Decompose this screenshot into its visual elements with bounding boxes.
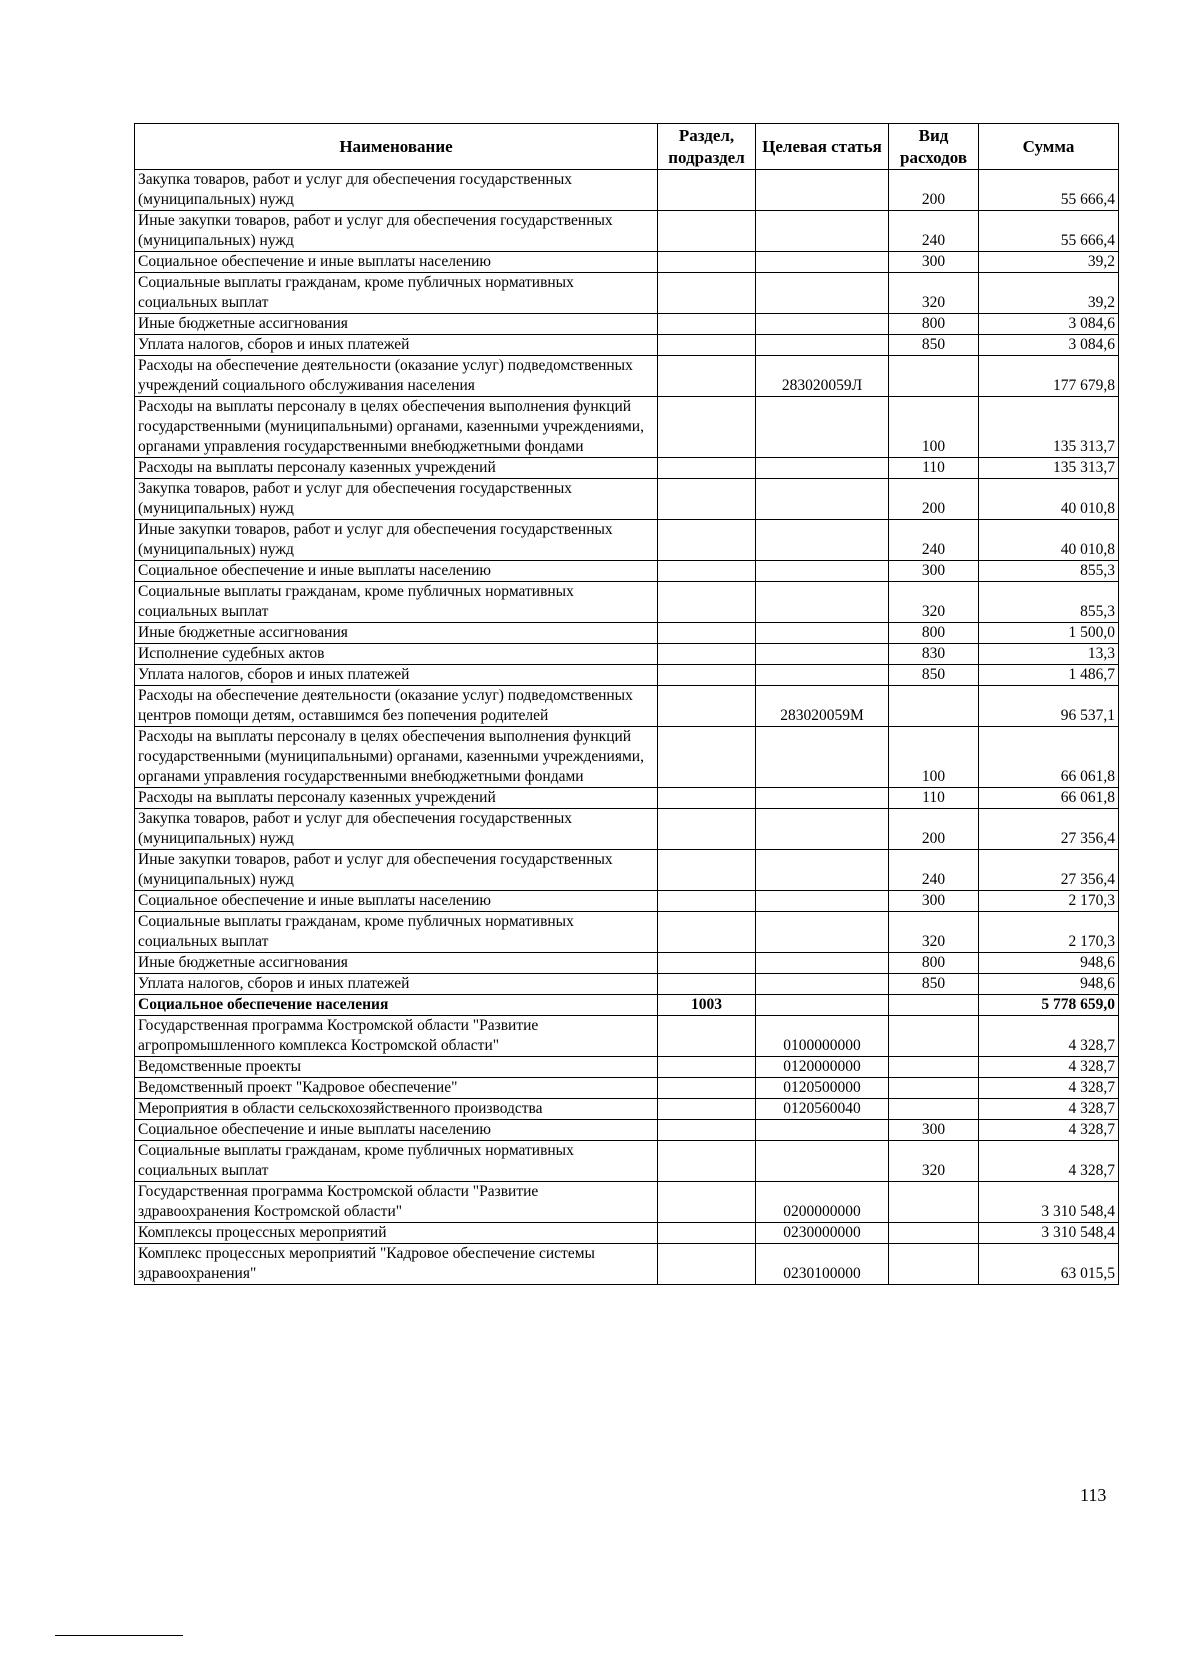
cell-sum: 948,6: [979, 974, 1119, 995]
table-row: [135, 850, 1119, 891]
cell-section: [658, 520, 756, 561]
cell-name: Комплексы процессных мероприятий: [135, 1223, 658, 1244]
cell-sum: 27 356,4: [979, 809, 1119, 850]
header-target: Целевая статья: [756, 124, 889, 170]
table-row: [135, 356, 1119, 397]
cell-sum: 66 061,8: [979, 788, 1119, 809]
cell-sum: 13,3: [979, 644, 1119, 665]
cell-sum: 135 313,7: [979, 397, 1119, 458]
cell-section: [658, 252, 756, 273]
table-row: [135, 974, 1119, 995]
cell-name: Расходы на обеспечение деятельности (оказание услуг) подведомственных центров помощи детям, оставшимся без попечения родителей: [135, 686, 658, 727]
cell-target: [756, 582, 889, 623]
cell-name: Социальное обеспечение и иные выплаты населению: [135, 1120, 658, 1141]
cell-name: Закупка товаров, работ и услуг для обеспечения государственных (муниципальных) нужд: [135, 170, 658, 211]
table-row: [135, 273, 1119, 314]
cell-kind: 300: [889, 252, 979, 273]
table-row: [135, 891, 1119, 912]
footnote-separator: [55, 1635, 183, 1636]
cell-name: Социальное обеспечение и иные выплаты населению: [135, 252, 658, 273]
cell-section: [658, 665, 756, 686]
cell-section: [658, 809, 756, 850]
table-row: [135, 1016, 1119, 1057]
cell-section: [658, 623, 756, 644]
cell-target: [756, 273, 889, 314]
cell-kind: 800: [889, 314, 979, 335]
cell-sum: 4 328,7: [979, 1120, 1119, 1141]
table-row: [135, 644, 1119, 665]
cell-kind: 800: [889, 623, 979, 644]
cell-target: [756, 170, 889, 211]
header-kind: Вид расходов: [889, 124, 979, 170]
cell-kind: 850: [889, 665, 979, 686]
cell-target: 0230000000: [756, 1223, 889, 1244]
cell-target: [756, 561, 889, 582]
cell-section: [658, 1078, 756, 1099]
cell-section: [658, 170, 756, 211]
cell-section: [658, 891, 756, 912]
table-row: [135, 1078, 1119, 1099]
cell-kind: [889, 1057, 979, 1078]
cell-name: Уплата налогов, сборов и иных платежей: [135, 974, 658, 995]
cell-name: Исполнение судебных актов: [135, 644, 658, 665]
cell-kind: 300: [889, 561, 979, 582]
table-row: [135, 1099, 1119, 1120]
cell-sum: 39,2: [979, 252, 1119, 273]
table-row: [135, 1141, 1119, 1182]
cell-name: Закупка товаров, работ и услуг для обеспечения государственных (муниципальных) нужд: [135, 479, 658, 520]
cell-section: [658, 1182, 756, 1223]
cell-name: Закупка товаров, работ и услуг для обеспечения государственных (муниципальных) нужд: [135, 809, 658, 850]
cell-name: Расходы на обеспечение деятельности (оказание услуг) подведомственных учреждений социального обслуживания населения: [135, 356, 658, 397]
cell-kind: 200: [889, 170, 979, 211]
cell-kind: 320: [889, 582, 979, 623]
cell-kind: 850: [889, 335, 979, 356]
cell-name: Мероприятия в области сельскохозяйственного производства: [135, 1099, 658, 1120]
table-row: [135, 623, 1119, 644]
cell-name: Иные закупки товаров, работ и услуг для обеспечения государственных (муниципальных) нужд: [135, 850, 658, 891]
cell-name: Социальные выплаты гражданам, кроме публичных нормативных социальных выплат: [135, 582, 658, 623]
cell-kind: [889, 1244, 979, 1285]
table-row: [135, 479, 1119, 520]
cell-kind: 850: [889, 974, 979, 995]
cell-kind: 110: [889, 458, 979, 479]
cell-name: Расходы на выплаты персоналу казенных учреждений: [135, 788, 658, 809]
cell-target: [756, 644, 889, 665]
cell-target: [756, 953, 889, 974]
cell-sum: 177 679,8: [979, 356, 1119, 397]
table-row: [135, 520, 1119, 561]
cell-sum: 4 328,7: [979, 1099, 1119, 1120]
cell-name: Уплата налогов, сборов и иных платежей: [135, 335, 658, 356]
table-row: [135, 314, 1119, 335]
cell-kind: [889, 1223, 979, 1244]
cell-kind: [889, 995, 979, 1016]
cell-target: [756, 1141, 889, 1182]
cell-sum: 39,2: [979, 273, 1119, 314]
cell-section: [658, 727, 756, 788]
cell-target: [756, 479, 889, 520]
table-row: [135, 1223, 1119, 1244]
cell-target: 283020059Л: [756, 356, 889, 397]
cell-section: [658, 561, 756, 582]
cell-section: [658, 974, 756, 995]
cell-kind: 100: [889, 397, 979, 458]
cell-sum: 2 170,3: [979, 891, 1119, 912]
cell-kind: [889, 356, 979, 397]
table-row: [135, 1244, 1119, 1285]
cell-sum: 40 010,8: [979, 479, 1119, 520]
cell-section: [658, 1057, 756, 1078]
cell-section: [658, 788, 756, 809]
cell-target: 0230100000: [756, 1244, 889, 1285]
cell-section: [658, 644, 756, 665]
cell-sum: 855,3: [979, 561, 1119, 582]
cell-name: Государственная программа Костромской области "Развитие здравоохранения Костромской области": [135, 1182, 658, 1223]
cell-kind: 100: [889, 727, 979, 788]
cell-target: [756, 665, 889, 686]
cell-section: [658, 273, 756, 314]
cell-name: Социальное обеспечение населения: [135, 995, 658, 1016]
table-row: [135, 809, 1119, 850]
cell-name: Комплекс процессных мероприятий "Кадровое обеспечение системы здравоохранения": [135, 1244, 658, 1285]
header-name: Наименование: [135, 124, 658, 170]
cell-target: [756, 727, 889, 788]
cell-kind: 240: [889, 211, 979, 252]
cell-sum: 3 084,6: [979, 335, 1119, 356]
table-body: [135, 170, 1119, 1285]
cell-sum: 3 310 548,4: [979, 1223, 1119, 1244]
cell-target: [756, 912, 889, 953]
cell-name: Уплата налогов, сборов и иных платежей: [135, 665, 658, 686]
cell-target: [756, 252, 889, 273]
table-row: [135, 727, 1119, 788]
cell-target: [756, 1120, 889, 1141]
cell-sum: 55 666,4: [979, 170, 1119, 211]
table-row: [135, 561, 1119, 582]
cell-name: Социальные выплаты гражданам, кроме публичных нормативных социальных выплат: [135, 1141, 658, 1182]
cell-section: [658, 1120, 756, 1141]
table-row: [135, 686, 1119, 727]
cell-sum: 55 666,4: [979, 211, 1119, 252]
cell-kind: 320: [889, 912, 979, 953]
cell-sum: 3 084,6: [979, 314, 1119, 335]
cell-sum: 135 313,7: [979, 458, 1119, 479]
cell-section: [658, 1223, 756, 1244]
cell-section: [658, 1099, 756, 1120]
header-section: Раздел, подраздел: [658, 124, 756, 170]
cell-sum: 948,6: [979, 953, 1119, 974]
cell-target: [756, 335, 889, 356]
cell-name: Расходы на выплаты персоналу казенных учреждений: [135, 458, 658, 479]
table-row: [135, 252, 1119, 273]
cell-name: Иные закупки товаров, работ и услуг для обеспечения государственных (муниципальных) нужд: [135, 211, 658, 252]
cell-sum: 4 328,7: [979, 1057, 1119, 1078]
cell-name: Ведомственные проекты: [135, 1057, 658, 1078]
table-row: [135, 335, 1119, 356]
cell-section: [658, 314, 756, 335]
cell-target: [756, 314, 889, 335]
page-number: 113: [1080, 1485, 1107, 1505]
cell-kind: 240: [889, 850, 979, 891]
cell-section: [658, 1141, 756, 1182]
cell-target: [756, 995, 889, 1016]
cell-kind: 320: [889, 1141, 979, 1182]
cell-section: [658, 397, 756, 458]
cell-target: 0120000000: [756, 1057, 889, 1078]
cell-sum: 4 328,7: [979, 1141, 1119, 1182]
cell-name: Государственная программа Костромской области "Развитие агропромышленного комплекса Костромской области": [135, 1016, 658, 1057]
cell-section: [658, 335, 756, 356]
cell-target: 0200000000: [756, 1182, 889, 1223]
cell-name: Социальное обеспечение и иные выплаты населению: [135, 891, 658, 912]
cell-target: [756, 458, 889, 479]
table-row: [135, 211, 1119, 252]
cell-target: [756, 788, 889, 809]
cell-name: Социальные выплаты гражданам, кроме публичных нормативных социальных выплат: [135, 273, 658, 314]
table-row: [135, 912, 1119, 953]
cell-kind: [889, 1078, 979, 1099]
cell-section: [658, 211, 756, 252]
cell-kind: [889, 1016, 979, 1057]
cell-sum: 5 778 659,0: [979, 995, 1119, 1016]
cell-section: [658, 686, 756, 727]
table-header: [135, 124, 1119, 170]
cell-kind: 300: [889, 891, 979, 912]
cell-section: [658, 458, 756, 479]
cell-sum: 63 015,5: [979, 1244, 1119, 1285]
cell-sum: 1 486,7: [979, 665, 1119, 686]
cell-name: Социальное обеспечение и иные выплаты населению: [135, 561, 658, 582]
cell-section: [658, 850, 756, 891]
cell-target: [756, 974, 889, 995]
cell-kind: [889, 1182, 979, 1223]
table-row: [135, 170, 1119, 211]
cell-kind: 830: [889, 644, 979, 665]
table-row: [135, 995, 1119, 1016]
cell-section: [658, 953, 756, 974]
cell-section: 1003: [658, 995, 756, 1016]
cell-target: 0100000000: [756, 1016, 889, 1057]
cell-target: [756, 397, 889, 458]
cell-sum: 27 356,4: [979, 850, 1119, 891]
cell-name: Иные бюджетные ассигнования: [135, 623, 658, 644]
cell-target: [756, 850, 889, 891]
cell-sum: 2 170,3: [979, 912, 1119, 953]
cell-sum: 3 310 548,4: [979, 1182, 1119, 1223]
header-sum: Сумма: [979, 124, 1119, 170]
cell-kind: 240: [889, 520, 979, 561]
cell-kind: 300: [889, 1120, 979, 1141]
cell-kind: 200: [889, 479, 979, 520]
cell-target: 0120500000: [756, 1078, 889, 1099]
cell-kind: 110: [889, 788, 979, 809]
cell-section: [658, 1016, 756, 1057]
cell-target: 283020059М: [756, 686, 889, 727]
cell-kind: [889, 686, 979, 727]
cell-sum: 1 500,0: [979, 623, 1119, 644]
cell-kind: 800: [889, 953, 979, 974]
header-row: [135, 124, 1119, 170]
cell-kind: [889, 1099, 979, 1120]
budget-table: [134, 123, 1119, 1285]
cell-kind: 200: [889, 809, 979, 850]
cell-section: [658, 479, 756, 520]
cell-target: 0120560040: [756, 1099, 889, 1120]
cell-sum: 4 328,7: [979, 1016, 1119, 1057]
cell-kind: 320: [889, 273, 979, 314]
cell-section: [658, 582, 756, 623]
table-row: [135, 1182, 1119, 1223]
cell-name: Иные бюджетные ассигнования: [135, 953, 658, 974]
cell-target: [756, 809, 889, 850]
table-row: [135, 1120, 1119, 1141]
cell-target: [756, 623, 889, 644]
cell-name: Ведомственный проект "Кадровое обеспечение": [135, 1078, 658, 1099]
table-row: [135, 1057, 1119, 1078]
cell-name: Социальные выплаты гражданам, кроме публичных нормативных социальных выплат: [135, 912, 658, 953]
cell-section: [658, 356, 756, 397]
cell-name: Расходы на выплаты персоналу в целях обеспечения выполнения функций государственными (муниципальными) органами, казенными учреждениями, органами управления государственными внебюджетными фондами: [135, 727, 658, 788]
cell-sum: 96 537,1: [979, 686, 1119, 727]
cell-name: Иные бюджетные ассигнования: [135, 314, 658, 335]
cell-target: [756, 211, 889, 252]
cell-section: [658, 912, 756, 953]
cell-name: Иные закупки товаров, работ и услуг для обеспечения государственных (муниципальных) нужд: [135, 520, 658, 561]
cell-sum: 855,3: [979, 582, 1119, 623]
cell-target: [756, 891, 889, 912]
cell-sum: 66 061,8: [979, 727, 1119, 788]
cell-sum: 40 010,8: [979, 520, 1119, 561]
table-row: [135, 458, 1119, 479]
cell-sum: 4 328,7: [979, 1078, 1119, 1099]
table-row: [135, 582, 1119, 623]
cell-target: [756, 520, 889, 561]
cell-section: [658, 1244, 756, 1285]
table-row: [135, 788, 1119, 809]
table-row: [135, 665, 1119, 686]
table-row: [135, 953, 1119, 974]
table-row: [135, 397, 1119, 458]
cell-name: Расходы на выплаты персоналу в целях обеспечения выполнения функций государственными (муниципальными) органами, казенными учреждениями, органами управления государственными внебюджетными фондами: [135, 397, 658, 458]
